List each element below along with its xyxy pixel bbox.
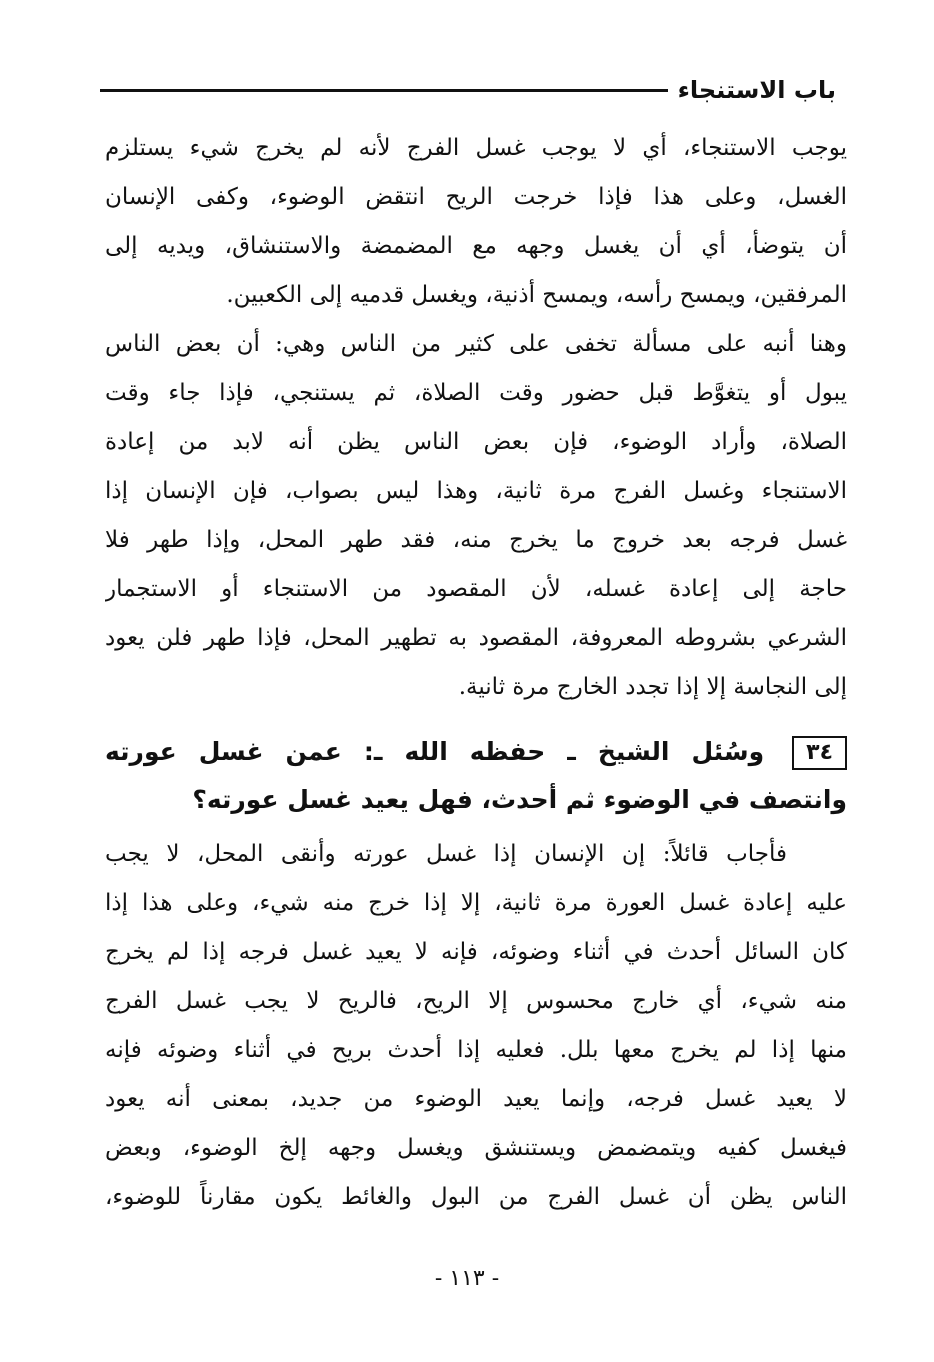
text-line: الصلاة، وأراد الوضوء، فإن بعض الناس يظن أنه لابد من إعادة <box>105 429 847 455</box>
question-heading <box>105 728 847 824</box>
text-line: منه شيء، أي خارج محسوس إلا الريح، فالريح لا يجب غسل الفرج <box>105 988 847 1014</box>
header-rule-left <box>100 89 668 92</box>
text-line: منها إذا لم يخرج معها بلل. فعليه إذا أحدث بريح في أثناء وضوئه فإنه <box>105 1037 847 1063</box>
question-line-1 <box>105 728 847 776</box>
text-line: الشرعي بشروطه المعروفة، المقصود به تطهير المحل، فإذا طهر فلن يعود <box>105 625 847 651</box>
text-line: كان السائل أحدث في أثناء وضوئه، فإنه لا يعيد غسل فرجه إذا لم يخرج <box>105 939 847 965</box>
question-text-1: وسُئل الشيخ ـ حفظه الله ـ: عمن غسل عورته <box>105 737 765 766</box>
text-line: فأجاب قائلاً: إن الإنسان إذا غسل عورته وأنقى المحل، لا يجب <box>105 841 787 867</box>
text-line: الناس يظن أن غسل الفرج من البول والغائط يكون مقارناً للوضوء، <box>105 1184 847 1210</box>
text-line: المرفقين، ويمسح رأسه، ويمسح أذنية، ويغسل قدميه إلى الكعبين. <box>226 282 847 308</box>
paragraph-section-1 <box>105 124 847 712</box>
text-line: يبول أو يتغوَّط قبل حضور وقت الصلاة، ثم يستنجي، فإذا جاء وقت <box>105 380 847 406</box>
text-line: حاجة إلى إعادة غسله، لأن المقصود من الاستنجاء أو الاستجمار <box>105 576 847 602</box>
text-line: لا يعيد غسل فرجه، وإنما يعيد الوضوء من جديد، بمعنى أنه يعود <box>105 1086 847 1112</box>
text-line: وهنا أنبه على مسألة تخفى على كثير من الناس وهي: أن بعض الناس <box>105 331 847 357</box>
text-line: الاستنجاء وغسل الفرج مرة ثانية، وهذا ليس بصواب، فإن الإنسان إذا <box>105 478 847 504</box>
chapter-title: باب الاستنجاء <box>677 76 836 104</box>
text-line: الغسل، وعلى هذا فإذا خرجت الريح انتقض الوضوء، وكفى الإنسان <box>105 184 847 210</box>
page-number: - ١١٣ - <box>434 1266 500 1291</box>
text-line: يوجب الاستنجاء، أي لا يوجب غسل الفرج لأنه لم يخرج شيء يستلزم <box>105 135 847 161</box>
text-line: إلى النجاسة إلا إذا تجدد الخارج مرة ثانية. <box>458 674 847 700</box>
running-header <box>100 72 846 108</box>
question-number-box: ٣٤ <box>792 736 847 770</box>
paragraph-answer <box>105 830 847 1222</box>
question-line-2: وانتصف في الوضوء ثم أحدث، فهل يعيد غسل عورته؟ <box>192 785 847 814</box>
text-line: أن يتوضأ، أي أن يغسل وجهه مع المضمضة والاستنشاق، ويديه إلى <box>105 233 847 259</box>
text-line: غسل فرجه بعد خروج ما يخرج منه، فقد طهر المحل، وإذا طهر فلا <box>105 527 847 553</box>
text-line: عليه إعادة غسل العورة مرة ثانية، إلا إذا خرج منه شيء، وعلى هذا إذا <box>105 890 847 916</box>
text-line: فيغسل كفيه ويتمضمض ويستنشق ويغسل وجهه إلخ الوضوء، وبعض <box>105 1135 847 1161</box>
